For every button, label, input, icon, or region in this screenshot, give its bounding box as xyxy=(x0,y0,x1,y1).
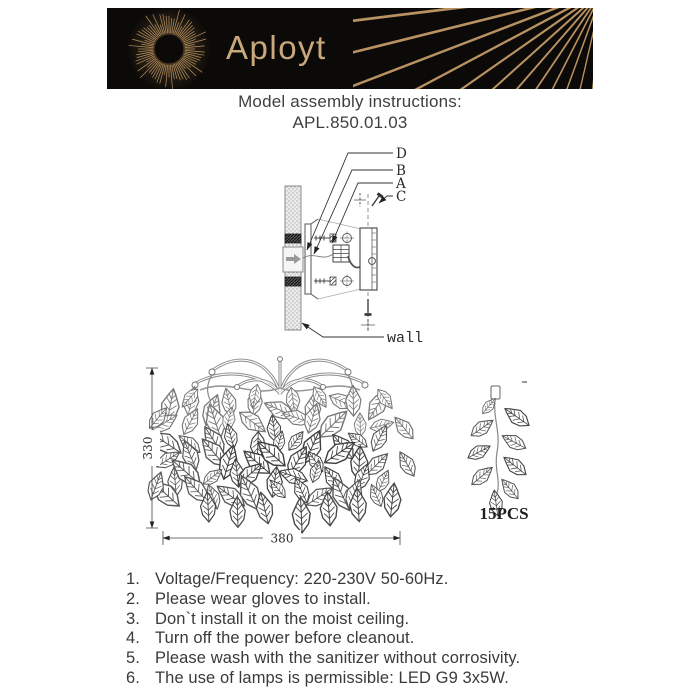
title-line1: Model assembly instructions: xyxy=(238,92,462,111)
top-screw xyxy=(354,193,383,226)
terminal-block xyxy=(333,245,349,262)
assembly-diagram xyxy=(120,140,580,560)
leaf-strand xyxy=(465,382,533,523)
page-title xyxy=(0,91,700,133)
list-item xyxy=(126,570,596,590)
wall-anchor xyxy=(285,277,301,286)
item-text: Please wear gloves to install. xyxy=(155,589,371,608)
item-text: Don`t install it on the moist ceiling. xyxy=(155,609,410,628)
item-text: The use of lamps is permissible: LED G9 3x5W. xyxy=(155,668,509,687)
leaf-cluster xyxy=(139,383,420,533)
instruction-list xyxy=(126,570,596,689)
item-number: 2. xyxy=(126,589,140,608)
wall-label: wall xyxy=(387,330,424,347)
item-number: 4. xyxy=(126,629,140,648)
mount-diagram xyxy=(283,146,423,347)
item-number: 5. xyxy=(126,649,140,668)
item-text: Voltage/Frequency: 220-230V 50-60Hz. xyxy=(155,570,449,588)
item-number: 1. xyxy=(126,570,140,588)
item-text: Please wash with the sanitizer without corrosivity. xyxy=(155,649,521,668)
lamp-drawing xyxy=(139,357,420,546)
item-number: 6. xyxy=(126,668,140,687)
list-item xyxy=(126,590,596,610)
corner-rays-decoration xyxy=(353,8,593,89)
dimension-width xyxy=(163,530,400,546)
list-item xyxy=(126,610,596,630)
dimension-height xyxy=(141,368,160,528)
part-label-a: A xyxy=(396,176,406,192)
item-text: Turn off the power before cleanout. xyxy=(155,629,415,648)
brand-logo-starburst-icon xyxy=(107,8,227,89)
list-item xyxy=(126,649,596,669)
height-dim-text: 330 xyxy=(141,436,155,460)
width-dim-text: 380 xyxy=(270,531,294,546)
lamp-backplate xyxy=(360,228,377,290)
wall-section xyxy=(283,186,303,330)
wall-anchor xyxy=(285,234,301,243)
title-line2: APL.850.01.03 xyxy=(292,113,408,132)
part-label-b: B xyxy=(396,163,406,179)
list-item xyxy=(126,669,596,689)
mounting-bracket xyxy=(305,219,318,299)
brand-banner xyxy=(107,8,593,89)
part-label-d: D xyxy=(396,146,407,162)
pcs-label: 15PCS xyxy=(479,504,529,523)
brand-name: Aployt xyxy=(226,29,327,66)
list-item xyxy=(126,629,596,649)
part-label-c: C xyxy=(396,189,407,205)
bottom-screw xyxy=(361,292,375,334)
item-number: 3. xyxy=(126,609,140,628)
